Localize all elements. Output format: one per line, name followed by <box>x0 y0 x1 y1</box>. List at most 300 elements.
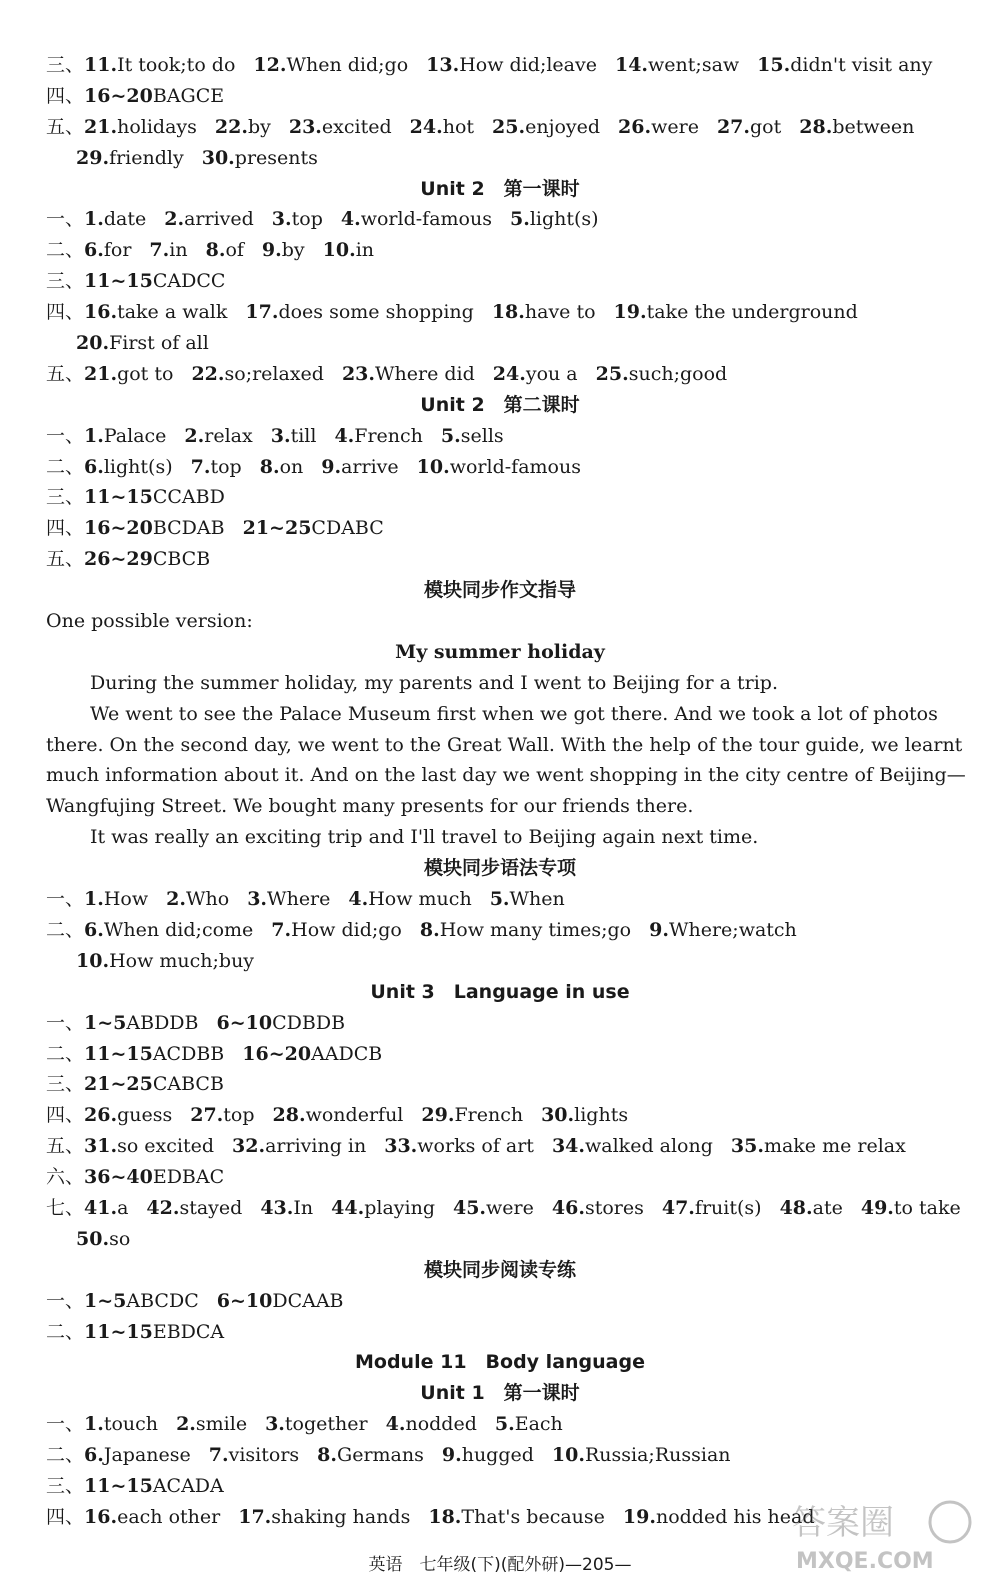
question-number: 29. <box>76 146 110 169</box>
section-label: 四、 <box>46 517 85 540</box>
answer-item <box>84 915 253 946</box>
question-number: 30. <box>201 146 235 169</box>
answer-item <box>84 1008 199 1039</box>
question-number: 10. <box>76 949 110 972</box>
answer-item <box>510 204 599 235</box>
answer-text: date <box>103 208 147 231</box>
answer-item <box>206 235 244 266</box>
question-number: 16. <box>84 301 118 324</box>
question-number: 36~40 <box>84 1166 153 1189</box>
answer-item <box>238 1502 410 1533</box>
section-label: 四、 <box>46 1104 85 1127</box>
answer-item <box>615 50 739 81</box>
question-number: 2. <box>164 208 185 231</box>
answer-item <box>146 1193 242 1224</box>
answer-item <box>217 1008 346 1039</box>
answer-item <box>417 452 581 483</box>
section-label: 一、 <box>46 1289 85 1312</box>
answer-item <box>76 946 254 977</box>
answer-item <box>191 452 242 483</box>
answer-item <box>260 452 304 483</box>
question-number: 7. <box>271 918 292 941</box>
answer-text: a <box>117 1196 129 1219</box>
answer-text: ACDBB <box>152 1042 225 1065</box>
answer-text: make me relax <box>763 1135 906 1158</box>
question-number: 9. <box>649 918 669 941</box>
question-number: 11~15 <box>84 270 153 293</box>
answer-item <box>426 50 597 81</box>
question-number: 10. <box>322 239 356 262</box>
question-number: 26~29 <box>84 548 153 571</box>
answer-row <box>0 359 1000 390</box>
answer-text: When did;come <box>103 918 254 941</box>
answer-item <box>76 1224 130 1255</box>
answer-item <box>341 204 492 235</box>
answer-text: light(s) <box>103 455 173 478</box>
question-number: 17. <box>238 1505 272 1528</box>
answer-text: excited <box>321 115 392 138</box>
answer-text: presents <box>234 146 318 169</box>
question-number: 35. <box>730 1135 764 1158</box>
question-number: 16~20 <box>84 517 153 540</box>
answer-row <box>0 544 1000 575</box>
answer-item <box>492 297 596 328</box>
answer-text: top <box>210 455 242 478</box>
answer-item <box>76 328 209 359</box>
answer-lines <box>0 50 1000 1533</box>
answer-text: for <box>103 239 132 262</box>
answer-item <box>76 143 184 174</box>
answer-text: Germans <box>337 1444 424 1467</box>
svg-text:MXQE.COM: MXQE.COM <box>796 1549 934 1574</box>
question-number: 8. <box>317 1444 338 1467</box>
answer-row <box>0 1317 1000 1348</box>
question-number: 31. <box>84 1135 118 1158</box>
question-number: 24. <box>492 362 526 385</box>
answer-row <box>0 1440 1000 1471</box>
answer-text: walked along <box>585 1135 713 1158</box>
essay-line: Wangfujing Street. We bought many presents for our friends there. <box>46 795 694 818</box>
question-number: 33. <box>384 1135 418 1158</box>
answer-text: so excited <box>117 1135 215 1158</box>
question-number: 18. <box>428 1505 462 1528</box>
question-number: 32. <box>232 1135 266 1158</box>
question-number: 2. <box>176 1413 196 1436</box>
answer-item <box>453 1193 534 1224</box>
answer-text: together <box>284 1413 368 1436</box>
answer-text: Where <box>267 888 331 911</box>
answer-text: EBDCA <box>152 1320 225 1343</box>
answer-item <box>209 1440 299 1471</box>
essay-line: We went to see the Palace Museum first when we got there. And we took a lot of photos <box>90 702 938 725</box>
section-label: 一、 <box>46 208 85 231</box>
answer-item <box>84 544 210 575</box>
question-number: 23. <box>341 362 376 385</box>
answer-text: playing <box>364 1196 435 1219</box>
question-number: 49. <box>860 1196 894 1219</box>
question-number: 6. <box>84 918 104 941</box>
answer-text: lights <box>574 1104 629 1127</box>
answer-item <box>271 915 402 946</box>
question-number: 3. <box>265 1413 285 1436</box>
answer-text: top <box>291 208 323 231</box>
question-number: 21. <box>84 115 118 138</box>
answer-text: CDBDB <box>272 1011 346 1034</box>
answer-text: got to <box>117 362 174 385</box>
section-label: 一、 <box>46 1413 85 1436</box>
section-heading: 模块同步语法专项 <box>423 857 576 880</box>
question-number: 18. <box>491 301 525 324</box>
question-number: 1. <box>84 1413 104 1436</box>
answer-item <box>84 452 173 483</box>
question-number: 23. <box>288 115 322 138</box>
answer-text: top <box>223 1104 255 1127</box>
answer-item <box>84 235 131 266</box>
question-number: 21~25 <box>242 517 312 540</box>
answer-text: DCAAB <box>272 1289 344 1312</box>
answer-item <box>331 1193 435 1224</box>
section-heading: Unit 1 第一课时 <box>420 1382 580 1405</box>
answer-text: ABCDC <box>126 1289 199 1312</box>
question-number: 11~15 <box>84 486 153 509</box>
essay-line: much information about it. And on the last day we went shopping in the city centre of Beijing— <box>46 764 966 787</box>
answer-item <box>84 50 235 81</box>
question-number: 1~5 <box>84 1011 127 1034</box>
answer-text: hugged <box>461 1444 534 1467</box>
answer-item <box>410 112 474 143</box>
section-label: 七、 <box>46 1196 85 1219</box>
essay-line: During the summer holiday, my parents and I went to Beijing for a trip. <box>90 671 778 694</box>
answer-item <box>84 1409 158 1440</box>
question-number: 28. <box>799 115 833 138</box>
question-number: 5. <box>440 424 461 447</box>
answer-item <box>84 1286 199 1317</box>
section-label: 二、 <box>46 239 85 262</box>
question-number: 5. <box>509 208 530 231</box>
answer-item <box>242 1039 382 1070</box>
answer-row <box>0 112 1000 143</box>
answer-text: How did;leave <box>459 54 597 76</box>
answer-row <box>0 1409 1000 1440</box>
answer-text: Palace <box>103 424 167 447</box>
answer-item <box>84 297 227 328</box>
question-number: 19. <box>613 301 647 324</box>
question-number: 9. <box>321 455 342 478</box>
answer-text: wonderful <box>305 1104 404 1127</box>
question-number: 5. <box>489 888 510 911</box>
question-number: 16~20 <box>242 1042 312 1065</box>
question-number: 6. <box>84 1444 104 1467</box>
answer-item <box>84 359 173 390</box>
section-label: 三、 <box>46 1474 85 1497</box>
question-number: 34. <box>551 1135 586 1158</box>
question-number: 15. <box>757 54 791 76</box>
question-number: 17. <box>245 301 279 324</box>
answer-text: in <box>355 239 375 262</box>
answer-item <box>618 112 699 143</box>
answer-row <box>0 1193 1000 1224</box>
answer-item <box>442 1440 534 1471</box>
answer-item <box>191 359 324 390</box>
answer-item <box>84 1440 191 1471</box>
answer-item <box>384 1131 534 1162</box>
answer-text: CCABD <box>152 486 225 509</box>
answer-item <box>780 1193 843 1224</box>
answer-item <box>253 50 408 81</box>
question-number: 8. <box>205 239 226 262</box>
question-number: 45. <box>452 1196 487 1219</box>
answer-item <box>84 482 225 513</box>
answer-text: such;good <box>628 362 728 385</box>
question-number: 8. <box>419 918 440 941</box>
answer-text: BAGCE <box>152 84 225 107</box>
answer-text: That's because <box>461 1505 605 1528</box>
answer-row <box>0 1286 1000 1317</box>
question-number: 6~10 <box>216 1289 273 1312</box>
question-number: 6. <box>84 239 104 262</box>
question-number: 29. <box>421 1104 455 1127</box>
question-number: 26. <box>618 115 652 138</box>
essay-title: My summer holiday <box>395 640 605 663</box>
question-number: 13. <box>426 54 460 76</box>
answer-text: Where did <box>375 362 475 385</box>
question-number: 1. <box>84 208 104 231</box>
answer-item <box>247 884 330 915</box>
question-number: 11~15 <box>84 1320 153 1343</box>
section-heading: Unit 2 第二课时 <box>420 393 580 416</box>
question-number: 19. <box>622 1505 656 1528</box>
answer-text: arrived <box>184 208 254 231</box>
section-label: 二、 <box>46 455 85 478</box>
answer-row <box>0 946 1000 977</box>
section-label: 一、 <box>46 888 85 911</box>
answer-text: by <box>281 239 305 262</box>
answer-item <box>421 1100 523 1131</box>
answer-item <box>84 81 224 112</box>
answer-item <box>84 421 166 452</box>
answer-item <box>149 235 187 266</box>
section-label: 四、 <box>46 1505 85 1528</box>
answer-item <box>552 1131 713 1162</box>
answer-text: of <box>225 239 244 262</box>
question-number: 27. <box>716 115 751 138</box>
answer-text: nodded <box>405 1413 477 1436</box>
answer-text: AADCB <box>311 1042 383 1065</box>
answer-item <box>84 1502 220 1533</box>
question-number: 47. <box>661 1196 695 1219</box>
answer-item <box>861 1193 961 1224</box>
section-label: 五、 <box>46 115 85 138</box>
section-heading: 模块同步作文指导 <box>423 579 576 602</box>
answer-item <box>799 112 914 143</box>
section-heading: Unit 3 Language in use <box>370 980 630 1003</box>
answer-item <box>596 359 728 390</box>
answer-item <box>84 884 148 915</box>
answer-text: world-famous <box>449 455 581 478</box>
answer-item <box>84 204 146 235</box>
question-number: 16~20 <box>84 84 153 107</box>
question-number: 11~15 <box>84 1474 153 1497</box>
section-label: 二、 <box>46 1444 85 1467</box>
answer-item <box>490 884 565 915</box>
answer-item <box>614 297 858 328</box>
answer-item <box>757 50 932 81</box>
question-number: 10. <box>416 455 450 478</box>
question-number: 25. <box>492 115 526 138</box>
answer-text: relax <box>204 424 253 447</box>
answer-row <box>0 1039 1000 1070</box>
question-number: 3. <box>270 424 291 447</box>
section-label: 五、 <box>46 1135 85 1158</box>
question-number: 8. <box>259 455 280 478</box>
answer-text: between <box>832 115 915 138</box>
answer-text: CABCB <box>152 1073 224 1096</box>
answer-text: didn't visit any <box>790 54 933 76</box>
answer-row <box>0 143 1000 174</box>
question-number: 9. <box>261 239 282 262</box>
answer-text: How many times;go <box>439 918 632 941</box>
question-number: 4. <box>334 424 355 447</box>
question-number: 1. <box>84 424 104 447</box>
answer-text: CBCB <box>152 548 211 571</box>
answer-item <box>552 1193 644 1224</box>
question-number: 22. <box>214 115 248 138</box>
answer-row <box>0 421 1000 452</box>
question-number: 11. <box>84 54 118 76</box>
answer-item <box>386 1409 477 1440</box>
section-heading: 模块同步阅读专练 <box>423 1258 576 1281</box>
answer-row <box>0 1224 1000 1255</box>
answer-text: stayed <box>179 1196 243 1219</box>
answer-row <box>0 452 1000 483</box>
question-number: 28. <box>272 1104 306 1127</box>
watermark-logo <box>782 1494 982 1574</box>
answer-text: fruit(s) <box>694 1196 762 1219</box>
section-label: 三、 <box>46 270 85 293</box>
question-number: 12. <box>253 54 287 76</box>
question-number: 16. <box>84 1505 118 1528</box>
answer-item <box>84 1131 214 1162</box>
answer-text: touch <box>103 1413 159 1436</box>
answer-text: to take <box>893 1196 961 1219</box>
answer-text: in <box>169 239 188 262</box>
answer-text: arrive <box>341 455 399 478</box>
question-number: 14. <box>614 54 649 76</box>
answer-text: Japanese <box>103 1444 191 1467</box>
question-number: 24. <box>409 115 443 138</box>
answer-row <box>0 235 1000 266</box>
answer-item <box>84 513 225 544</box>
answer-item <box>334 421 422 452</box>
answer-item <box>260 1193 313 1224</box>
answer-item <box>552 1440 731 1471</box>
question-number: 6. <box>84 455 104 478</box>
answer-row <box>0 482 1000 513</box>
essay-line: It was really an exciting trip and I'll travel to Beijing again next time. <box>90 826 759 849</box>
answer-text: shaking hands <box>271 1505 411 1528</box>
section-label: 五、 <box>46 362 85 385</box>
answer-item <box>428 1502 605 1533</box>
question-number: 41. <box>84 1196 118 1219</box>
answer-item <box>176 1409 247 1440</box>
intro-text: One possible version: <box>46 610 253 633</box>
answer-text: you a <box>525 362 578 385</box>
answer-text: How <box>103 888 149 911</box>
answer-item <box>84 266 225 297</box>
question-number: 10. <box>551 1444 585 1467</box>
answer-text: It took;to do <box>117 54 236 76</box>
question-number: 44. <box>331 1196 365 1219</box>
answer-text: take the underground <box>646 301 858 324</box>
question-number: 3. <box>247 888 268 911</box>
answer-text: holidays <box>117 115 197 138</box>
section-heading: Unit 2 第一课时 <box>420 177 580 200</box>
question-number: 2. <box>166 888 186 911</box>
answer-item <box>190 1100 254 1131</box>
question-number: 5. <box>494 1413 515 1436</box>
question-number: 30. <box>541 1104 575 1127</box>
answer-text: Where;watch <box>668 918 797 941</box>
section-label: 一、 <box>46 1011 85 1034</box>
question-number: 9. <box>441 1444 462 1467</box>
section-label: 一、 <box>46 424 85 447</box>
answer-text: Russia;Russian <box>584 1444 731 1467</box>
answer-text: friendly <box>109 146 184 169</box>
answer-item <box>441 421 504 452</box>
answer-text: How did;go <box>291 918 402 941</box>
answer-text: CADCC <box>152 270 226 293</box>
answer-item <box>245 297 473 328</box>
answer-text: enjoyed <box>525 115 601 138</box>
svg-text:答案圈: 答案圈 <box>792 1503 894 1543</box>
answer-text: visitors <box>228 1444 300 1467</box>
section-label: 二、 <box>46 1320 85 1343</box>
answer-text: How much;buy <box>109 949 255 972</box>
section-label: 四、 <box>46 84 85 107</box>
answer-row <box>0 884 1000 915</box>
answer-text: Each <box>514 1413 563 1436</box>
answer-text: First of all <box>109 332 209 355</box>
answer-item <box>492 112 600 143</box>
answer-item <box>84 1100 172 1131</box>
answer-item <box>420 915 631 946</box>
answer-item <box>342 359 475 390</box>
answer-text: When did;go <box>286 54 409 76</box>
answer-text: ABDDB <box>126 1011 199 1034</box>
question-number: 1~5 <box>84 1289 127 1312</box>
answer-row <box>0 1162 1000 1193</box>
question-number: 21. <box>84 362 118 385</box>
answer-text: does some shopping <box>278 301 474 324</box>
answer-text: till <box>290 424 317 447</box>
answer-text: take a walk <box>117 301 228 324</box>
page-footer: 英语 七年级(下)(配外研)—205— <box>368 1555 632 1575</box>
question-number: 48. <box>779 1196 813 1219</box>
answer-item <box>271 421 317 452</box>
question-number: 50. <box>76 1227 110 1250</box>
question-number: 4. <box>348 888 369 911</box>
section-heading: Module 11 Body language <box>355 1351 645 1374</box>
question-number: 7. <box>149 239 170 262</box>
answer-item <box>493 359 578 390</box>
answer-row <box>0 328 1000 359</box>
answer-text: guess <box>117 1104 173 1127</box>
answer-item <box>215 112 271 143</box>
answer-row <box>0 50 1000 81</box>
question-number: 22. <box>191 362 225 385</box>
answer-item <box>84 1039 224 1070</box>
question-number: 11~15 <box>84 1042 153 1065</box>
